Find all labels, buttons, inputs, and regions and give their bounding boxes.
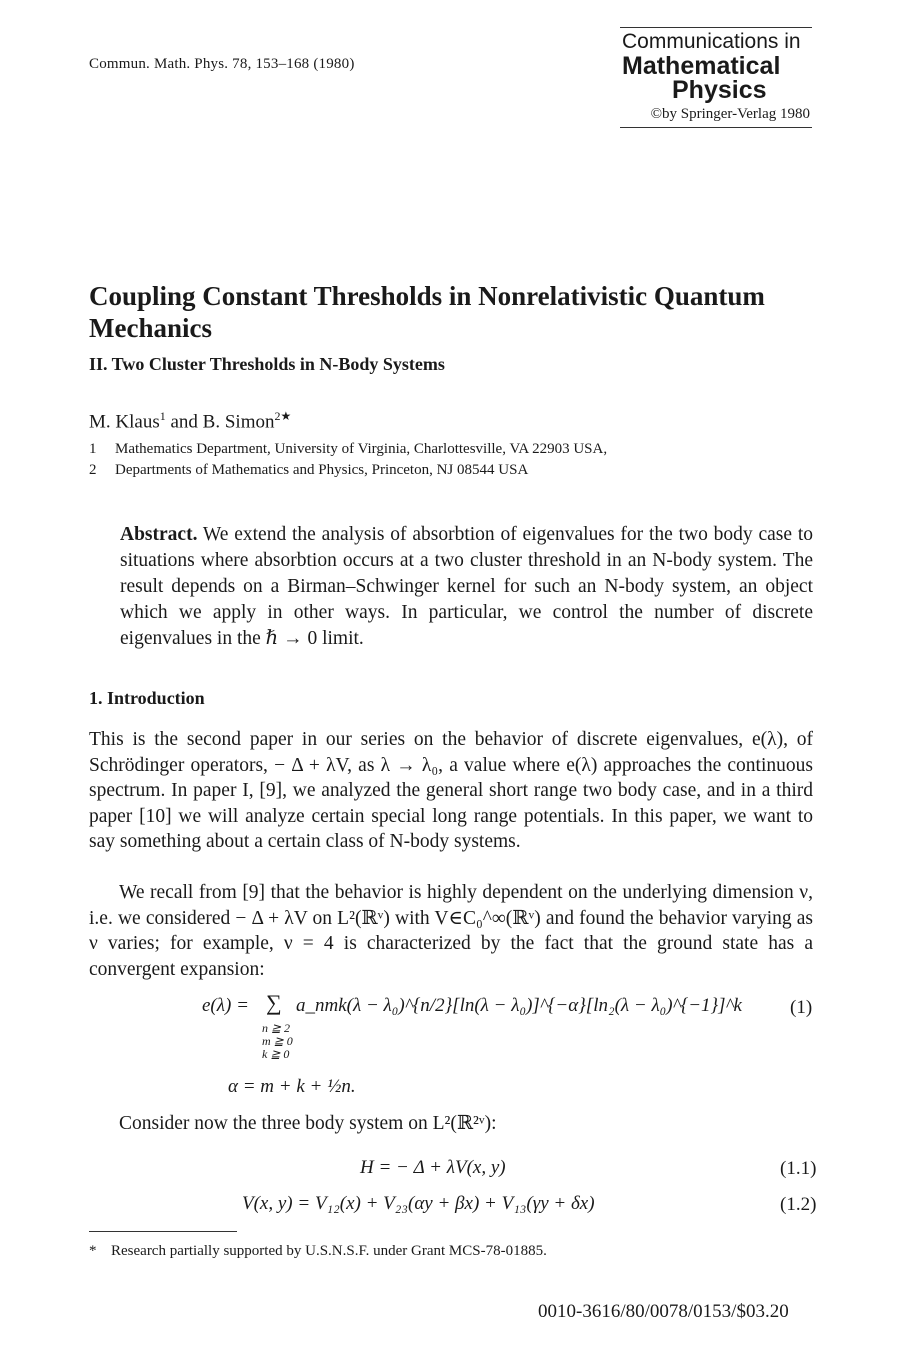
equation-1-conditions: n ≧ 2 m ≧ 0 k ≧ 0 <box>262 1021 293 1061</box>
journal-name-line3: Physics <box>672 76 767 104</box>
alpha-definition: α = m + k + ½n. <box>228 1076 356 1097</box>
equation-1-1: H = − Δ + λV(x, y) <box>360 1157 506 1178</box>
author-klaus-affil: 1 <box>159 409 166 423</box>
intro-paragraph-2: We recall from [9] that the behavior is highly dependent on the underlying dimension ν, i.e. we considered − Δ + λV on L²(ℝᵛ) with V∈C₀^∞(ℝᵛ) and found the behavior varying as ν varies; for example, ν = 4 is characterized by the fact that the ground state has a convergent expansion: <box>89 882 813 980</box>
author-line <box>89 409 291 433</box>
equation-1-body: a_nmk(λ − λ₀)^{n/2}[ln(λ − λ₀)]^{−α}[ln₂(λ − λ₀)^{−1}]^k <box>296 995 742 1016</box>
abstract-label: Abstract. <box>120 524 198 545</box>
equation-1-sum: ∑ <box>266 990 282 1015</box>
abstract <box>120 522 813 652</box>
equation-1-2: V(x, y) = V₁₂(x) + V₂₃(αy + βx) + V₁₃(γy + δx) <box>242 1193 595 1214</box>
article-code: 0010-3616/80/0078/0153/$03.20 <box>538 1301 789 1322</box>
journal-citation: Commun. Math. Phys. 78, 153–168 (1980) <box>89 56 355 72</box>
journal-masthead <box>620 27 812 128</box>
section-heading-introduction: 1. Introduction <box>89 688 205 708</box>
equation-1-1-number: (1.1) <box>780 1158 817 1179</box>
paper-subtitle: II. Two Cluster Thresholds in N-Body Systems <box>89 354 445 374</box>
author-simon-affil: 2★ <box>274 409 292 423</box>
intro-paragraph-1: This is the second paper in our series on the behavior of discrete eigenvalues, e(λ), of Schrödinger operators, − Δ + λV, as λ → λ₀, a value where e(λ) approaches the continuous spectrum. In paper I, [9], we analyzed the general short range two body case, and in a third paper [10] we will analyze certain special long range potentials. In this paper, we want to say something about a certain class of N-body systems. <box>89 729 813 852</box>
equation-1-number: (1) <box>790 997 813 1018</box>
author-conjunction: and <box>165 411 203 433</box>
affiliation-1: 1 Mathematics Department, University of Virginia, Charlottesville, VA 22903 USA, <box>89 441 608 457</box>
journal-name-line1: Communications in <box>622 30 801 53</box>
copyright-notice: ©by Springer-Verlag 1980 <box>650 106 810 122</box>
footnote-text: Research partially supported by U.S.N.S.F. under Grant MCS-78-01885. <box>111 1243 547 1259</box>
author-klaus: M. Klaus <box>89 411 160 433</box>
footnote-rule <box>89 1231 237 1232</box>
intro-paragraph-3: Consider now the three body system on L²(ℝ²ᵛ): <box>119 1113 497 1134</box>
equation-1-lhs: e(λ) = <box>202 995 249 1016</box>
paper-title: Coupling Constant Thresholds in Nonrelativistic Quantum Mechanics <box>89 281 765 343</box>
footnote-marker: * <box>89 1243 97 1259</box>
author-simon: B. Simon <box>202 411 275 433</box>
equation-1-2-number: (1.2) <box>780 1194 817 1215</box>
journal-name-line2: Mathematical <box>622 52 781 80</box>
footnote <box>89 1243 547 1260</box>
abstract-text: We extend the analysis of absorbtion of eigenvalues for the two body case to situations where absorbtion occurs at a two cluster threshold in an N-body system. The result depends on a Birman–Schwinger kernel for such an N-body system, an object which we apply in other ways. In particular, we control the number of discrete eigenvalues in the ℏ → 0 limit. <box>120 524 813 649</box>
affiliation-2: 2 Departments of Mathematics and Physics, Princeton, NJ 08544 USA <box>89 462 529 478</box>
